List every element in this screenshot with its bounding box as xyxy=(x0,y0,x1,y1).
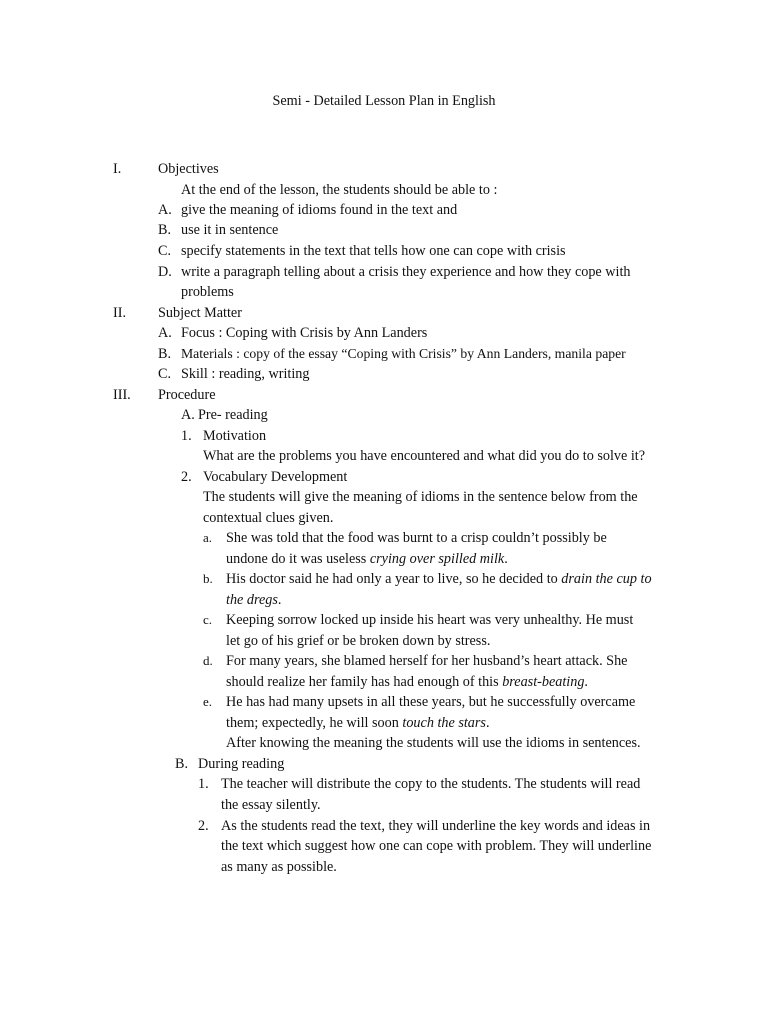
list-item: He has had many upsets in all these years, but he successfully overcame xyxy=(226,694,636,710)
list-marker: b. xyxy=(203,571,213,586)
list-item: the dregs. xyxy=(226,592,282,608)
list-marker: B. xyxy=(158,346,172,362)
list-item: specify statements in the text that tells how one can cope with crisis xyxy=(181,243,566,259)
list-item: Focus : Coping with Crisis by Ann Landers xyxy=(181,325,428,341)
list-marker: A. xyxy=(158,202,172,218)
list-item: use it in sentence xyxy=(181,222,279,238)
list-item: Skill : reading, writing xyxy=(181,366,310,382)
step-text: contextual clues given. xyxy=(203,510,334,526)
step-text: What are the problems you have encountered and what did you do to solve it? xyxy=(203,448,646,464)
objectives-intro: At the end of the lesson, the students should be able to : xyxy=(181,182,498,198)
subsection-heading: Pre- reading xyxy=(198,407,268,423)
list-item: let go of his grief or be broken down by stress. xyxy=(226,633,491,649)
list-marker: B. xyxy=(158,222,172,238)
list-marker: A. xyxy=(158,325,172,341)
step-text: After knowing the meaning the students will use the idioms in sentences. xyxy=(226,735,641,751)
step-heading: Vocabulary Development xyxy=(203,469,348,485)
step-heading: Motivation xyxy=(203,428,267,444)
idiom-text: breast-beating xyxy=(502,674,585,690)
list-marker: B. xyxy=(175,756,189,772)
list-item: Keeping sorrow locked up inside his heart was very unhealthy. He must xyxy=(226,612,634,628)
list-marker: A. xyxy=(181,407,195,423)
section-heading: Objectives xyxy=(158,161,219,177)
section-number: III. xyxy=(113,387,131,403)
list-marker: 1. xyxy=(198,776,209,792)
section-heading: Subject Matter xyxy=(158,305,242,321)
list-item: the text which suggest how one can cope with problem. They will underline xyxy=(221,838,652,854)
list-item: For many years, she blamed herself for her husband’s heart attack. She xyxy=(226,653,628,669)
list-marker: c. xyxy=(203,612,213,627)
step-text: The students will give the meaning of idioms in the sentence below from the xyxy=(203,489,638,505)
list-item: as many as possible. xyxy=(221,859,337,875)
list-item: them; expectedly, he will soon touch the stars. xyxy=(226,715,490,731)
subsection-heading: During reading xyxy=(198,756,285,772)
list-marker: 1. xyxy=(181,428,192,444)
section-number: I. xyxy=(113,161,122,177)
idiom-text: touch the stars xyxy=(402,715,486,731)
list-marker: D. xyxy=(158,264,172,280)
list-item: She was told that the food was burnt to a crisp couldn’t possibly be xyxy=(226,530,607,546)
list-marker: C. xyxy=(158,243,172,259)
list-item-continuation: problems xyxy=(181,284,234,300)
section-number: II. xyxy=(113,305,126,321)
list-item: should realize her family has had enough of this breast-beating. xyxy=(226,674,588,690)
list-item: the essay silently. xyxy=(221,797,321,813)
list-item: write a paragraph telling about a crisis they experience and how they cope with xyxy=(181,264,631,280)
list-marker: 2. xyxy=(198,818,209,834)
idiom-text: crying over spilled milk xyxy=(369,551,505,567)
list-item: undone do it was useless crying over spilled milk. xyxy=(226,551,508,567)
list-item: The teacher will distribute the copy to the students. The students will read xyxy=(221,776,641,792)
list-marker: d. xyxy=(203,653,213,668)
list-item: As the students read the text, they will underline the key words and ideas in xyxy=(221,818,651,834)
list-marker: a. xyxy=(203,530,213,545)
list-item: Materials : copy of the essay “Coping with Crisis” by Ann Landers, manila paper xyxy=(181,346,626,361)
idiom-text: drain the cup to xyxy=(561,571,652,587)
list-item: His doctor said he had only a year to live, so he decided to drain the cup to xyxy=(226,571,652,587)
list-item: give the meaning of idioms found in the text and xyxy=(181,202,458,218)
list-marker: e. xyxy=(203,694,213,709)
document-title: Semi - Detailed Lesson Plan in English xyxy=(272,93,496,109)
list-marker: C. xyxy=(158,366,172,382)
section-heading: Procedure xyxy=(158,387,216,403)
idiom-text: the dregs xyxy=(226,592,278,608)
list-marker: 2. xyxy=(181,469,192,485)
